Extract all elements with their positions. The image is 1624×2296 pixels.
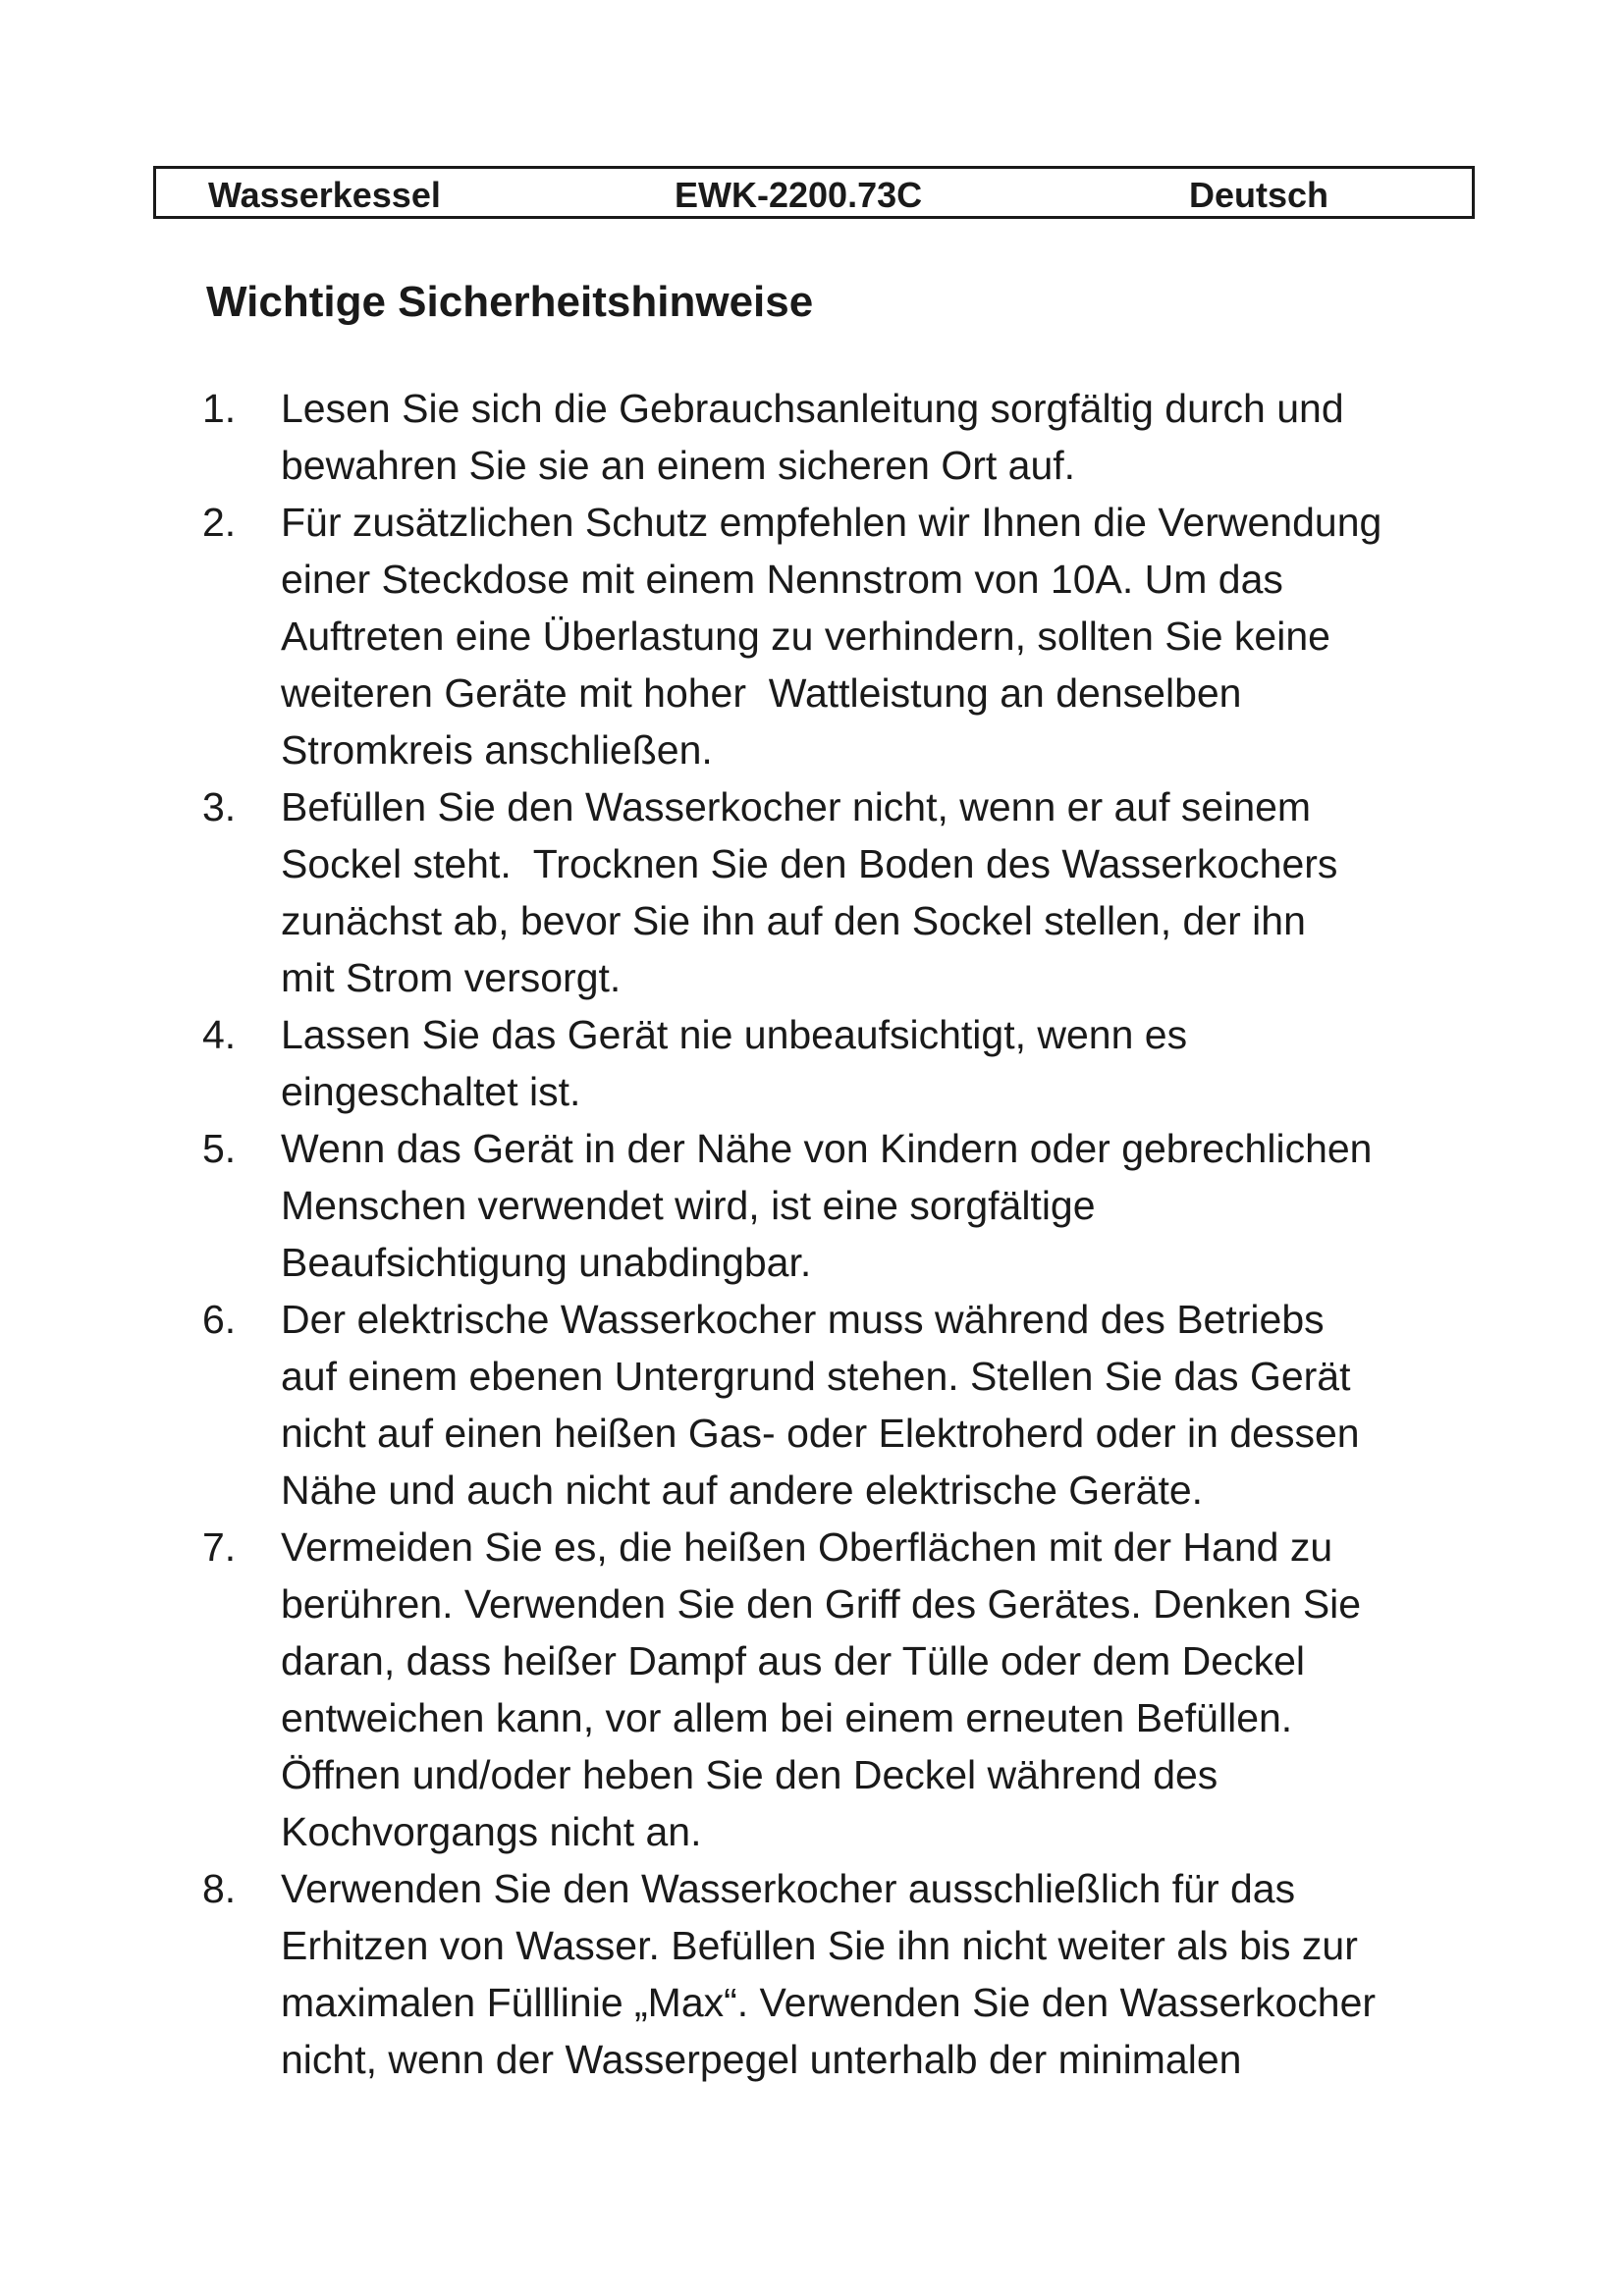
list-item-text-line: zunächst ab, bevor Sie ihn auf den Sockel stellen, der ihn — [281, 898, 1306, 943]
list-item-number: 4. — [202, 1012, 237, 1057]
list-item — [202, 1006, 1479, 1120]
list-item-text-line: Vermeiden Sie es, die heißen Oberflächen mit der Hand zu — [281, 1524, 1333, 1570]
list-item-number: 3. — [202, 784, 237, 829]
product-name: Wasserkessel — [208, 175, 441, 215]
list-item-text-line: nicht auf einen heißen Gas- oder Elektroherd oder in dessen — [281, 1411, 1360, 1456]
list-item-text-line: berühren. Verwenden Sie den Griff des Gerätes. Denken Sie — [281, 1581, 1362, 1627]
list-item-text-line: Beaufsichtigung unabdingbar. — [281, 1240, 812, 1285]
list-item-text-line: Sockel steht. Trocknen Sie den Boden des Wasserkochers — [281, 841, 1338, 886]
list-item-text-line: entweichen kann, vor allem bei einem erneuten Befüllen. — [281, 1695, 1293, 1740]
list-item — [202, 494, 1479, 778]
document-header — [153, 166, 1475, 219]
list-item-number: 5. — [202, 1126, 237, 1171]
list-item-text-line: Nähe und auch nicht auf andere elektrische Geräte. — [281, 1468, 1204, 1513]
safety-instructions-list — [202, 380, 1479, 2088]
list-item-text-line: maximalen Fülllinie „Max“. Verwenden Sie den Wasserkocher — [281, 1980, 1377, 2025]
list-item-text-line: weiteren Geräte mit hoher Wattleistung an denselben — [281, 670, 1242, 716]
list-item-text-line: Kochvorgangs nicht an. — [281, 1809, 702, 1854]
list-item-text-line: eingeschaltet ist. — [281, 1069, 581, 1114]
list-item-number: 1. — [202, 386, 237, 431]
list-item-text-line: bewahren Sie sie an einem sicheren Ort auf. — [281, 443, 1076, 488]
list-item-text-line: Befüllen Sie den Wasserkocher nicht, wenn er auf seinem — [281, 784, 1312, 829]
list-item-text-line: daran, dass heißer Dampf aus der Tülle oder dem Deckel — [281, 1638, 1305, 1683]
list-item-text-line: Öffnen und/oder heben Sie den Deckel während des — [281, 1752, 1218, 1797]
list-item — [202, 1519, 1479, 1860]
list-item — [202, 1860, 1479, 2088]
list-item-text-line: nicht, wenn der Wasserpegel unterhalb der minimalen — [281, 2037, 1242, 2082]
language-label: Deutsch — [1189, 175, 1329, 215]
list-item-number: 7. — [202, 1524, 237, 1570]
list-item — [202, 1120, 1479, 1291]
list-item-text-line: Menschen verwendet wird, ist eine sorgfältige — [281, 1183, 1096, 1228]
list-item-number: 8. — [202, 1866, 237, 1911]
page-title: Wichtige Sicherheitshinweise — [206, 278, 814, 326]
list-item-text-line: Lassen Sie das Gerät nie unbeaufsichtigt, wenn es — [281, 1012, 1188, 1057]
list-item-text-line: Wenn das Gerät in der Nähe von Kindern oder gebrechlichen — [281, 1126, 1373, 1171]
list-item-text-line: Stromkreis anschließen. — [281, 727, 713, 773]
list-item-text-line: mit Strom versorgt. — [281, 955, 622, 1000]
list-item-text-line: einer Steckdose mit einem Nennstrom von 10A. Um das — [281, 557, 1283, 602]
list-item-text-line: auf einem ebenen Untergrund stehen. Stellen Sie das Gerät — [281, 1354, 1351, 1399]
list-item — [202, 778, 1479, 1006]
list-item — [202, 380, 1479, 494]
list-item-number: 6. — [202, 1297, 237, 1342]
list-item-number: 2. — [202, 500, 237, 545]
list-item-text-line: Für zusätzlichen Schutz empfehlen wir Ihnen die Verwendung — [281, 500, 1382, 545]
list-item-text-line: Auftreten eine Überlastung zu verhindern, sollten Sie keine — [281, 614, 1330, 659]
list-item-text-line: Verwenden Sie den Wasserkocher ausschließlich für das — [281, 1866, 1296, 1911]
list-item-text-line: Erhitzen von Wasser. Befüllen Sie ihn nicht weiter als bis zur — [281, 1923, 1358, 1968]
model-number: EWK-2200.73C — [675, 175, 923, 215]
list-item-text-line: Der elektrische Wasserkocher muss während des Betriebs — [281, 1297, 1325, 1342]
list-item — [202, 1291, 1479, 1519]
list-item-text-line: Lesen Sie sich die Gebrauchsanleitung sorgfältig durch und — [281, 386, 1344, 431]
